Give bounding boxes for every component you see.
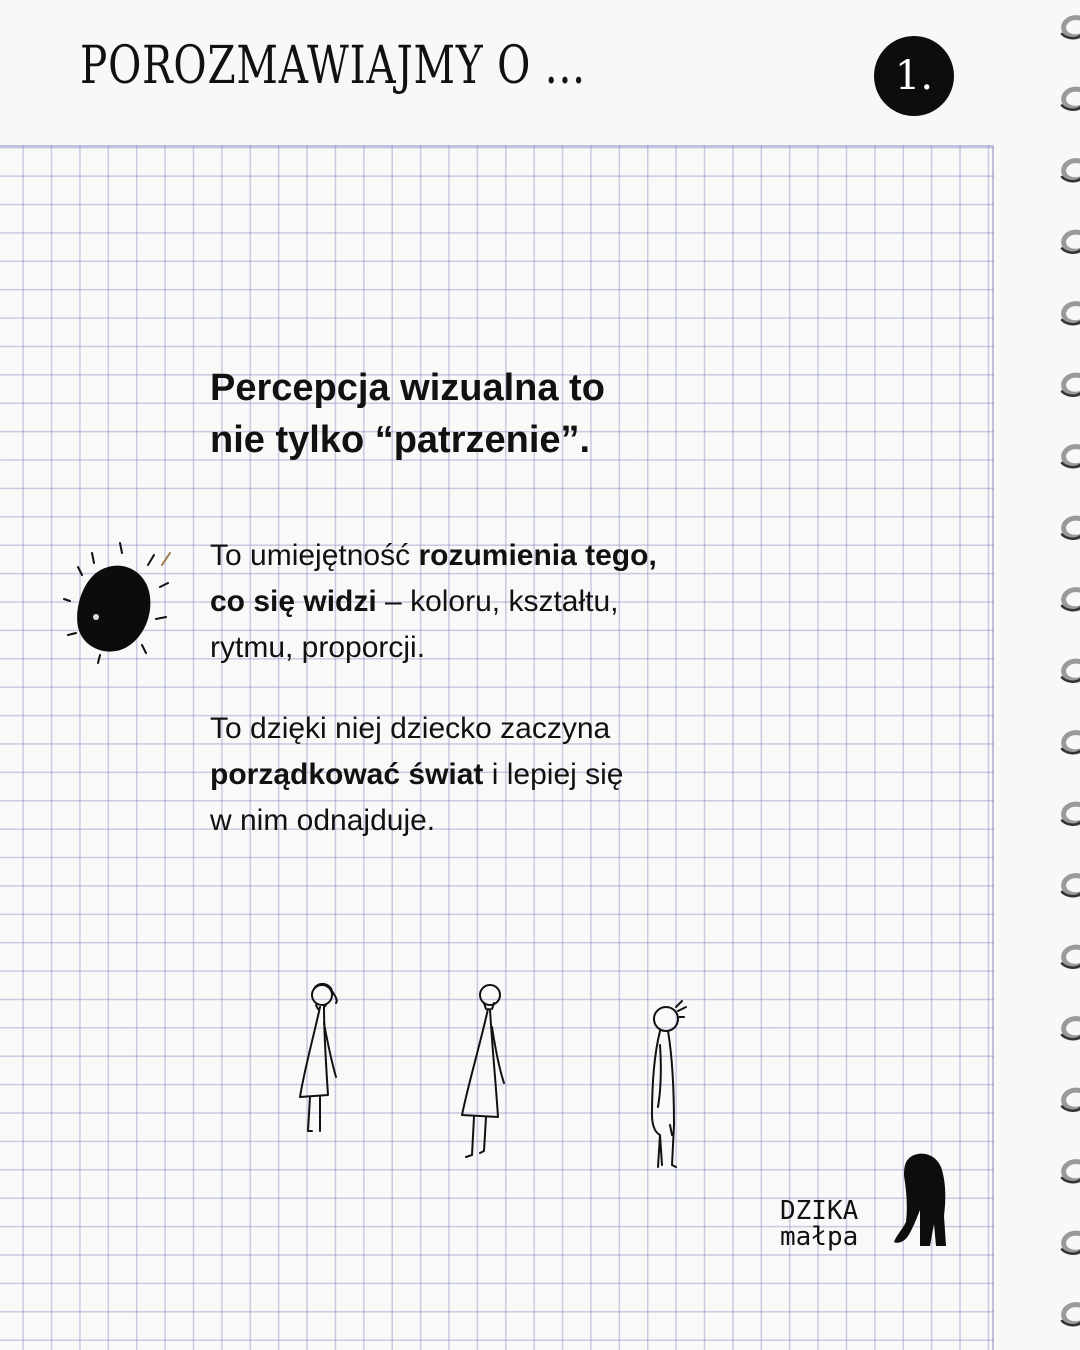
stick-figure-girl-icon xyxy=(300,984,337,1131)
paragraph2-bold-text: porządkować świat xyxy=(210,758,484,791)
paragraph1-line-3: rytmu, proporcji. xyxy=(210,631,426,664)
spiral-binding-icon xyxy=(1032,0,1080,1350)
headline-line-1: Percepcja wizualna to xyxy=(210,367,605,409)
ink-blob-icon xyxy=(50,535,180,675)
spiral-ring xyxy=(1062,232,1080,252)
spiral-ring xyxy=(1062,1305,1080,1325)
spiral-ring xyxy=(1062,304,1080,324)
page-title: POROZMAWIAJMY O ... xyxy=(80,36,586,96)
spiral-ring xyxy=(1062,733,1080,753)
spiral-ring xyxy=(1062,18,1080,38)
stick-figures-illustration xyxy=(280,975,720,1175)
gorilla-logo-icon xyxy=(884,1150,954,1250)
paragraph2-line-1: To dzięki niej dziecko zaczyna xyxy=(210,712,611,745)
paragraph1-line-1 xyxy=(210,533,810,579)
page-number: 1. xyxy=(894,53,934,99)
spiral-ring xyxy=(1062,1090,1080,1110)
paragraph1-bold-text: co się widzi xyxy=(210,585,377,618)
spiral-ring xyxy=(1062,590,1080,610)
spiral-ring xyxy=(1062,1162,1080,1182)
spiral-ring xyxy=(1062,804,1080,824)
spiral-ring xyxy=(1062,947,1080,967)
headline xyxy=(210,362,770,466)
spiral-ring xyxy=(1062,518,1080,538)
brand-logo xyxy=(780,1150,960,1260)
paragraph1-text: – koloru, kształtu, xyxy=(376,585,619,618)
stick-figure-boy-icon xyxy=(652,1001,686,1167)
spiral-ring xyxy=(1062,661,1080,681)
spiral-ring xyxy=(1062,161,1080,181)
paragraph1-text: To umiejętność xyxy=(210,539,419,572)
logo-word-1: DZIKA xyxy=(780,1196,859,1226)
spiral-ring xyxy=(1062,447,1080,467)
logo-word-2: małpa xyxy=(780,1222,859,1252)
spiral-ring xyxy=(1062,1019,1080,1039)
spiral-ring xyxy=(1062,876,1080,896)
page-number-badge xyxy=(874,36,954,116)
paragraph2-text: i lepiej się xyxy=(483,758,624,791)
spiral-ring xyxy=(1062,1233,1080,1253)
paragraph1-bold-text: rozumienia tego, xyxy=(418,539,657,572)
paragraph1-line-2 xyxy=(210,579,810,625)
paragraph-definition xyxy=(210,533,810,671)
paragraph-benefit xyxy=(210,706,810,844)
paragraph2-line-3: w nim odnajduje. xyxy=(210,804,436,837)
headline-line-2: nie tylko “patrzenie”. xyxy=(210,419,591,461)
paragraph2-line-2 xyxy=(210,752,810,798)
spiral-ring xyxy=(1062,89,1080,109)
logo-wordmark xyxy=(780,1198,858,1250)
stick-figure-woman-icon xyxy=(462,985,504,1157)
spiral-ring xyxy=(1062,375,1080,395)
